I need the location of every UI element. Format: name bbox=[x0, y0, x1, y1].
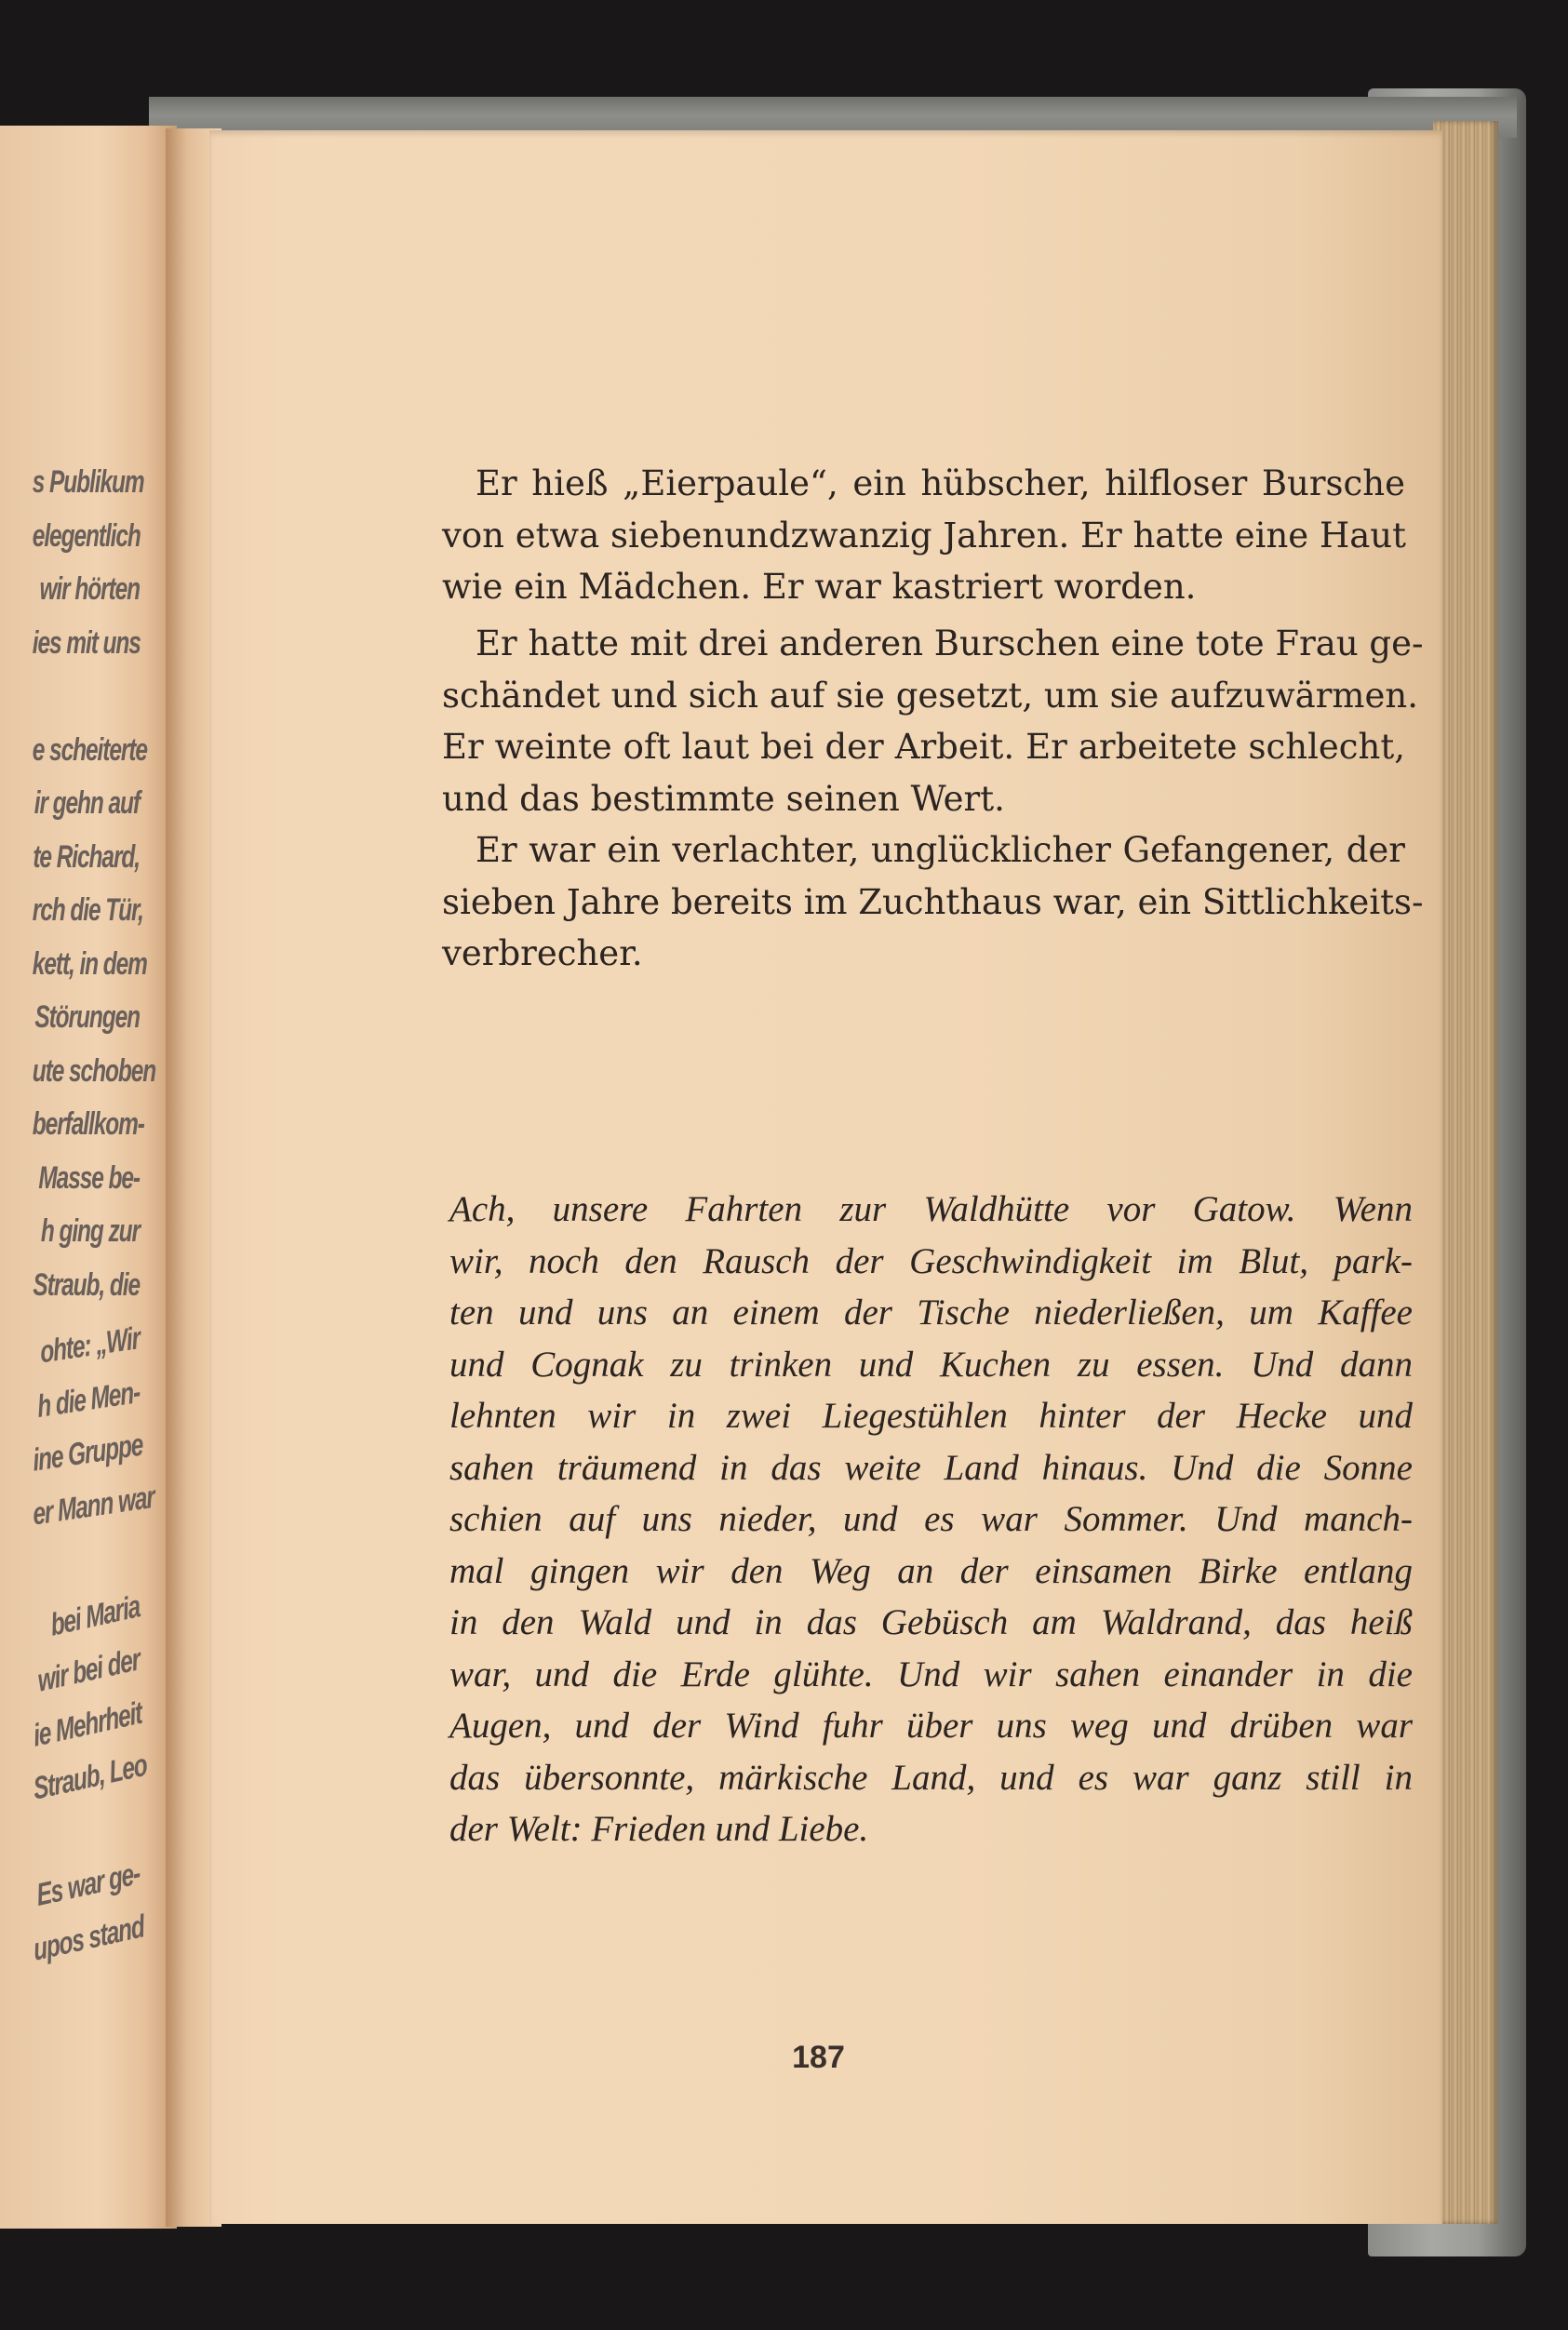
left-page-fragment: h die Men- bbox=[35, 1373, 141, 1425]
left-page-fragment: bei Maria bbox=[48, 1587, 142, 1643]
left-page bbox=[0, 126, 177, 2229]
text-line: schändet und sich auf sie gesetzt, um sie aufzuwärmen. bbox=[442, 675, 1418, 716]
text-line: Er war ein verlachter, unglücklicher Gefangener, der bbox=[476, 830, 1405, 870]
italic-text-line: war, und die Erde glühte. Und wir sahen einander in die bbox=[449, 1654, 1413, 1694]
left-page-fragment: ute schoben bbox=[32, 1052, 156, 1089]
paragraph-3 bbox=[442, 824, 1424, 980]
italic-text-line: Ach, unsere Fahrten zur Waldhütte vor Gatow. Wenn bbox=[449, 1189, 1413, 1229]
italic-text-line: ten und uns an einem der Tische niederließen, um Kaffee bbox=[449, 1292, 1413, 1332]
left-page-fragment: h ging zur bbox=[40, 1213, 140, 1249]
italic-text-line: schien auf uns nieder, und es war Sommer. Und manch- bbox=[449, 1499, 1413, 1539]
left-page-fragment: upos stand bbox=[31, 1908, 146, 1968]
left-page-fragment: berfallkom- bbox=[32, 1106, 144, 1142]
left-page-fragment: kett, in dem bbox=[32, 945, 147, 982]
left-page-fragment: ine Gruppe bbox=[31, 1426, 144, 1479]
left-page-fragment: wir bei der bbox=[35, 1641, 142, 1699]
page-number: 187 bbox=[792, 2040, 845, 2075]
italic-text-line: und Cognak zu trinken und Kuchen zu essen. Und dann bbox=[449, 1344, 1413, 1385]
left-page-fragment: Masse be- bbox=[38, 1159, 140, 1196]
text-line: von etwa siebenundzwanzig Jahren. Er hatte eine Haut bbox=[442, 515, 1406, 556]
left-page-fragment: er Mann war bbox=[31, 1479, 156, 1533]
text-line: Er hatte mit drei anderen Burschen eine tote Frau ge- bbox=[476, 623, 1424, 663]
left-page-fragment: te Richard, bbox=[33, 838, 140, 875]
left-page-fragment: ir gehn auf bbox=[34, 785, 140, 821]
italic-text-line: sahen träumend in das weite Land hinaus. Und die Sonne bbox=[449, 1447, 1413, 1488]
text-line: sieben Jahre bereits im Zuchthaus war, ein Sittlichkeits- bbox=[442, 881, 1424, 922]
text-line: und das bestimmte seinen Wert. bbox=[442, 778, 1005, 819]
italic-text-line: Augen, und der Wind fuhr über uns weg und drüben war bbox=[449, 1706, 1413, 1746]
left-page-fragment: ie Mehrheit bbox=[31, 1694, 144, 1754]
right-page bbox=[209, 130, 1442, 2224]
italic-text-line: lehnten wir in zwei Liegestühlen hinter der Hecke und bbox=[449, 1396, 1413, 1436]
italic-text-line: mal gingen wir den Weg an der einsamen Birke entlang bbox=[449, 1550, 1413, 1591]
text-line: wie ein Mädchen. Er war kastriert worden. bbox=[442, 567, 1197, 607]
left-page-fragment: wir hörten bbox=[39, 571, 140, 607]
left-page-fragment: s Publikum bbox=[32, 464, 144, 500]
left-page-fragment: Straub, Leo bbox=[31, 1747, 149, 1807]
left-page-fragment: ies mit uns bbox=[32, 624, 141, 661]
left-page-fragment: ohte: „Wir bbox=[38, 1320, 141, 1371]
italic-text-line: wir, noch den Rausch der Geschwindigkeit im Blut, park- bbox=[449, 1240, 1413, 1281]
left-page-fragment: Störungen bbox=[34, 999, 140, 1035]
text-line: Er hieß „Eierpaule“, ein hübscher, hilfloser Bursche bbox=[476, 463, 1405, 503]
left-page-text-fragments bbox=[31, 456, 156, 1968]
left-page-fragment: Straub, die bbox=[33, 1266, 140, 1303]
italic-text-line: in den Wald und in das Gebüsch am Waldrand, das heiß bbox=[449, 1602, 1413, 1642]
paragraph-1 bbox=[442, 458, 1405, 613]
paragraph-2 bbox=[442, 618, 1424, 824]
left-page-fragment: e scheiterte bbox=[32, 731, 147, 768]
text-line: verbrecher. bbox=[442, 933, 643, 973]
left-page-fragment: rch die Tür, bbox=[32, 892, 143, 928]
text-line: Er weinte oft laut bei der Arbeit. Er arbeitete schlecht, bbox=[442, 727, 1405, 767]
left-page-fragment: Es war ge- bbox=[34, 1855, 142, 1914]
page-block-edges bbox=[1433, 121, 1498, 2224]
italic-paragraph bbox=[449, 1184, 1413, 1855]
italic-text-line: der Welt: Frieden und Liebe. bbox=[449, 1809, 869, 1849]
italic-text-line: das übersonnte, märkische Land, und es war ganz still in bbox=[449, 1757, 1413, 1798]
left-page-fragment bbox=[33, 670, 140, 724]
left-page-fragment: elegentlich bbox=[32, 517, 141, 554]
